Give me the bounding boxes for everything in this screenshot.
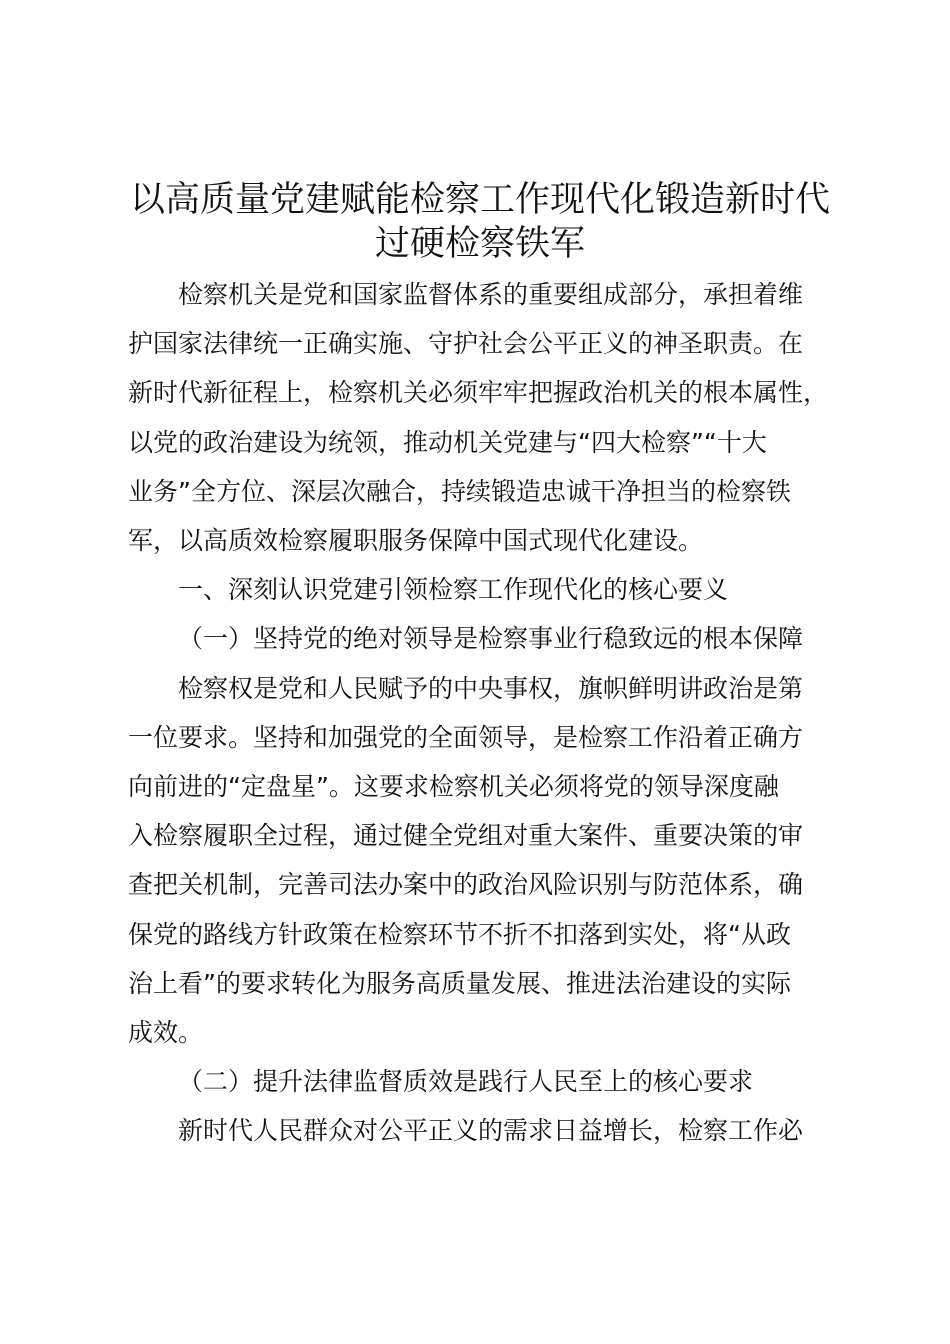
paragraph-line: 查把关机制，完善司法办案中的政治风险识别与防范体系，确 (128, 870, 804, 900)
intro-line: 军，以高质效检察履职服务保障中国式现代化建设。 (128, 526, 704, 556)
title-line-2: 过硬检察铁军 (374, 224, 585, 264)
intro-line: 检察机关是党和国家监督体系的重要组成部分，承担着维 (178, 280, 804, 309)
subsection-2-heading: （二）提升法律监督质效是践行人民至上的核心要求 (178, 1067, 754, 1097)
paragraph-line: 成效。 (128, 1018, 204, 1048)
intro-paragraph (128, 270, 832, 565)
paragraph-line: 向前进的“定盘星”。这要求检察机关必须将党的领导深度融 (128, 772, 779, 802)
subsection-2-paragraph (128, 1106, 832, 1155)
paragraph-line: 检察权是党和人民赋予的中央事权，旗帜鲜明讲政治是第 (178, 673, 804, 703)
intro-line: 以党的政治建设为统领，推动机关党建与“四大检察”“十大 (128, 427, 767, 457)
subsection-1-heading: （一）坚持党的绝对领导是检察事业行稳致远的根本保障 (178, 624, 804, 654)
paragraph-line: 一位要求。坚持和加强党的全面领导，是检察工作沿着正确方 (128, 722, 804, 752)
intro-line: 新时代新征程上，检察机关必须牢牢把握政治机关的根本属性， (128, 378, 829, 408)
document-body (128, 270, 832, 1156)
document-title (128, 178, 832, 266)
section-1-heading: 一、深刻认识党建引领检察工作现代化的核心要义 (178, 575, 729, 605)
paragraph-line: 新时代人民群众对公平正义的需求日益增长，检察工作必 (178, 1116, 804, 1146)
paragraph-line: 治上看”的要求转化为服务高质量发展、推进法治建设的实际 (128, 968, 791, 998)
title-line-1: 以高质量党建赋能检察工作现代化锻造新时代 (129, 180, 830, 220)
intro-line: 护国家法律统一正确实施、守护社会公平正义的神圣职责。在 (128, 329, 804, 359)
document-page (128, 178, 832, 1156)
subsection-1-paragraph (128, 664, 832, 1058)
paragraph-line: 保党的路线方针政策在检察环节不折不扣落到实处，将“从政 (128, 919, 791, 949)
paragraph-line: 入检察履职全过程，通过健全党组对重大案件、重要决策的审 (128, 821, 804, 851)
intro-line: 业务”全方位、深层次融合，持续锻造忠诚干净担当的检察铁 (128, 476, 791, 506)
